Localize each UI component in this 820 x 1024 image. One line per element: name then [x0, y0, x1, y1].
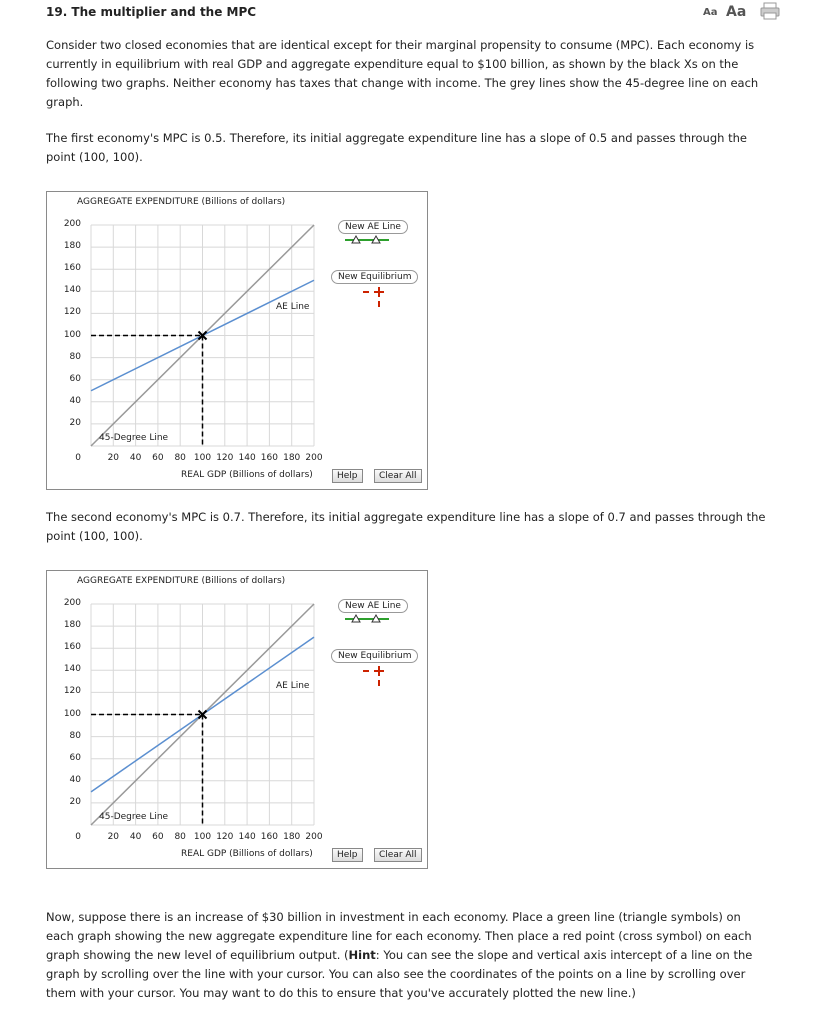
y-tick-label: 200: [63, 219, 81, 229]
question-title: 19. The multiplier and the MPC: [46, 5, 257, 19]
help-button[interactable]: Help: [332, 469, 363, 483]
y-tick-label: 20: [69, 796, 81, 807]
x-tick-label: 180: [283, 453, 301, 463]
x-tick-label: 20: [107, 832, 120, 842]
y-tick-label: 180: [63, 241, 81, 252]
x-tick-label: 20: [107, 453, 120, 463]
x-tick-label: 40: [129, 832, 142, 842]
ae-line-label: AE Line: [276, 302, 310, 312]
x-tick-label: 140: [238, 453, 256, 463]
y-tick-label: 40: [69, 395, 81, 406]
x-tick-label: 80: [174, 453, 186, 463]
x-tick-label: 120: [216, 453, 234, 463]
origin-label: 0: [75, 453, 81, 463]
help-button[interactable]: Help: [332, 848, 363, 862]
font-small-button[interactable]: Aa: [703, 7, 718, 18]
degree-line-label: 45-Degree Line: [99, 812, 169, 822]
instructions-part1: Now, suppose there is an increase of $30 billion in investment in each economy. Place a green line (triangle symbols) on each graph showing the new aggregate expenditure line for each economy. Then place a red point (cross symbol) on each graph showing the new level of equilibrium output. (: [46, 910, 752, 962]
red-cross-icon[interactable]: [361, 663, 391, 689]
new-equilibrium-tool[interactable]: New Equilibrium: [331, 649, 418, 663]
y-tick-label: 40: [69, 774, 81, 785]
y-tick-label: 100: [63, 708, 81, 719]
y-tick-label: 160: [63, 642, 81, 653]
x-tick-label: 40: [129, 453, 142, 463]
x-tick-label: 60: [152, 453, 164, 463]
y-tick-label: 60: [69, 752, 81, 763]
y-axis-title: AGGREGATE EXPENDITURE (Billions of dollars): [77, 576, 286, 586]
new-equilibrium-tool[interactable]: New Equilibrium: [331, 270, 418, 284]
clear-all-button[interactable]: Clear All: [374, 469, 422, 483]
graph-economy-2: [46, 570, 428, 869]
x-tick-label: 60: [152, 832, 164, 842]
x-tick-label: 180: [283, 832, 301, 842]
x-tick-label: 100: [193, 832, 212, 842]
y-tick-label: 160: [63, 263, 81, 274]
red-cross-icon[interactable]: [361, 284, 391, 310]
green-triangle-icon[interactable]: [343, 613, 393, 625]
x-tick-label: 160: [260, 453, 278, 463]
y-tick-label: 140: [63, 664, 81, 675]
y-tick-label: 120: [63, 686, 81, 697]
y-tick-label: 20: [69, 417, 81, 428]
y-axis-title: AGGREGATE EXPENDITURE (Billions of dollars): [77, 197, 286, 207]
x-axis-title: REAL GDP (Billions of dollars): [181, 849, 313, 859]
x-tick-label: 80: [174, 832, 186, 842]
hint-label: Hint: [348, 948, 376, 962]
y-tick-label: 60: [69, 373, 81, 384]
graph-economy-1: [46, 191, 428, 490]
print-icon[interactable]: [760, 2, 780, 24]
x-tick-label: 160: [260, 832, 278, 842]
x-tick-label: 200: [305, 832, 323, 842]
clear-all-button[interactable]: Clear All: [374, 848, 422, 862]
new-ae-line-tool[interactable]: New AE Line: [338, 599, 408, 613]
instructions-part2: : You can see the slope and vertical axis intercept of a line on the graph by scrolling over the line with your cursor. You can also see the coordinates of the points on a line by scrolling over them with your cursor. You may want to do this to ensure that you've accurately plotted the new line.): [46, 948, 753, 1000]
font-large-button[interactable]: Aa: [726, 4, 747, 20]
ae-line-label: AE Line: [276, 681, 310, 691]
new-ae-line-tool[interactable]: New AE Line: [338, 220, 408, 234]
degree-line-label: 45-Degree Line: [99, 433, 169, 443]
y-tick-label: 80: [69, 730, 81, 741]
y-tick-label: 140: [63, 285, 81, 296]
y-tick-label: 180: [63, 620, 81, 631]
x-tick-label: 140: [238, 832, 256, 842]
x-tick-label: 200: [305, 453, 323, 463]
x-tick-label: 100: [193, 453, 212, 463]
intro-paragraph: Consider two closed economies that are identical except for their marginal propensity to consume (MPC). Each economy is currently in equilibrium with real GDP and aggregate expenditure equal to $100 billion, as shown by the black Xs on the following two graphs. Neither economy has taxes that change with income. The grey lines show the 45-degree line on each graph.: [46, 38, 759, 109]
y-tick-label: 100: [63, 329, 81, 340]
x-tick-label: 120: [216, 832, 234, 842]
instructions-paragraph: [46, 908, 766, 1003]
economy2-paragraph: The second economy's MPC is 0.7. Therefore, its initial aggregate expenditure line has a slope of 0.7 and passes through the point (100, 100).: [46, 510, 766, 543]
economy1-paragraph: The first economy's MPC is 0.5. Therefore, its initial aggregate expenditure line has a slope of 0.5 and passes through the point (100, 100).: [46, 131, 747, 164]
y-tick-label: 200: [63, 598, 81, 608]
origin-label: 0: [75, 832, 81, 842]
green-triangle-icon[interactable]: [343, 234, 393, 246]
x-axis-title: REAL GDP (Billions of dollars): [181, 470, 313, 480]
y-tick-label: 80: [69, 351, 81, 362]
y-tick-label: 120: [63, 307, 81, 318]
